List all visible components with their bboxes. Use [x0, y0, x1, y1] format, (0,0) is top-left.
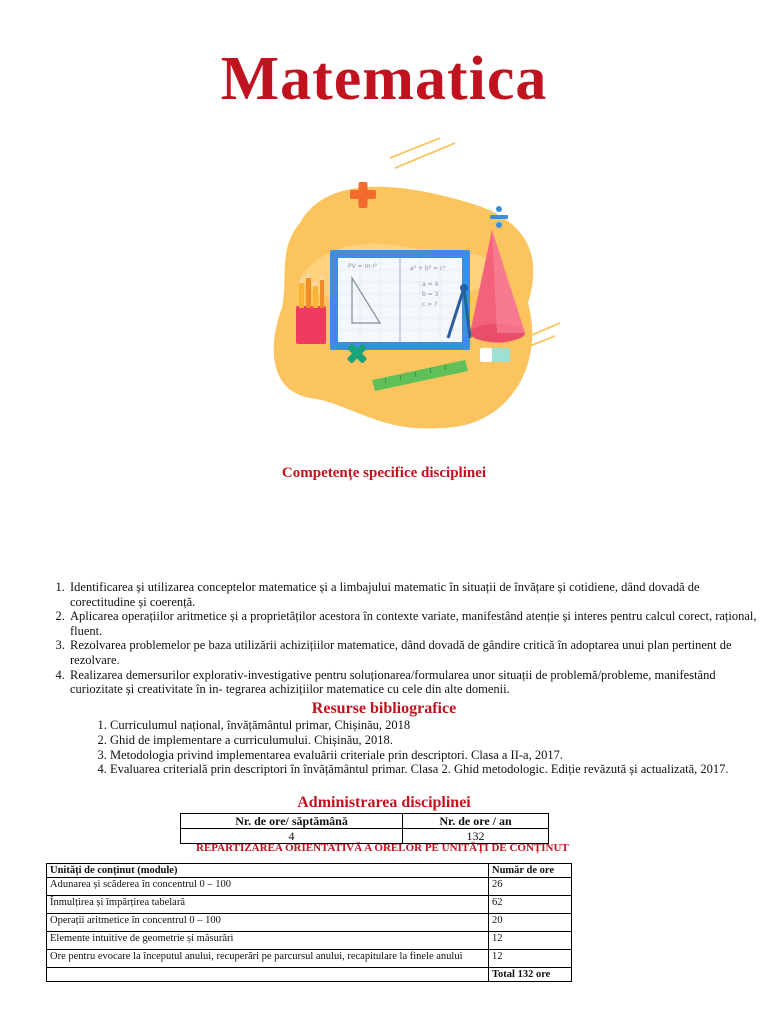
resources-heading: Resurse bibliografice	[311, 700, 457, 717]
competencies-list	[40, 580, 758, 697]
unit-cell: Operații aritmetice în concentrul 0 – 100	[47, 914, 489, 932]
svg-text:c = ?: c = ?	[422, 301, 438, 308]
competency-item: 2. Aplicarea operațiilor aritmetice și a proprietăților acestora în contexte variate, manifestând atenție și interes pentru calcul corect, rațional, fluent.	[68, 609, 758, 638]
hours-cell: 12	[489, 932, 572, 950]
hours-per-year-header: Nr. de ore / an	[403, 814, 549, 829]
table-header-row	[47, 864, 572, 878]
hours-cell: 26	[489, 878, 572, 896]
resources-list	[82, 718, 768, 777]
math-classroom-illustration	[0, 128, 768, 448]
total-empty-cell	[47, 968, 489, 982]
pencil-cup	[296, 306, 326, 344]
hours-per-week-header: Nr. de ore/ săptămână	[181, 814, 403, 829]
competency-item: 4. Realizarea demersurilor explorativ-investigative pentru soluționarea/formularea unor situații de problemă/probleme, manifestând curiozitate și creativitate în in- tegrarea achizițiilor matematice cu cele din alte domenii.	[68, 668, 758, 697]
svg-text:a² + b² = c²: a² + b² = c²	[410, 265, 446, 272]
hours-cell: 12	[489, 950, 572, 968]
page-title: Matematica	[220, 45, 548, 113]
unit-cell: Adunarea și scăderea în concentrul 0 – 100	[47, 878, 489, 896]
hours-cell: 62	[489, 896, 572, 914]
unit-cell: Ore pentru evocare la începutul anului, recuperări pe parcursul anului, recapitulare la finele anului	[47, 950, 489, 968]
content-units-table	[46, 863, 572, 982]
competency-item: 3. Rezolvarea problemelor pe baza utilizării achizițiilor matematice, dând dovadă de gândire critică în adoptarea unui plan pertinent de rezolvare.	[68, 638, 758, 667]
table-row	[47, 932, 572, 950]
table-row	[47, 914, 572, 932]
hours-per-week-value: 4	[181, 829, 403, 844]
table-row	[47, 896, 572, 914]
table-row	[47, 878, 572, 896]
hours-per-year-value: 132	[403, 829, 549, 844]
resource-item: 2. Ghid de implementare a curriculumului. Chișinău, 2018.	[110, 733, 768, 748]
total-hours-cell: Total 132 ore	[489, 968, 572, 982]
administration-table	[180, 813, 549, 844]
competency-item: 1. Identificarea și utilizarea conceptelor matematice și a limbajului matematic în situații de învățare și cotidiene, dând dovadă de corectitudine și coerență.	[68, 580, 758, 609]
hours-cell: 20	[489, 914, 572, 932]
svg-text:b = 3: b = 3	[422, 291, 439, 298]
administration-heading: Administrarea disciplinei	[297, 794, 471, 811]
competencies-heading: Competențe specifice disciplinei	[281, 465, 487, 481]
table-row	[47, 950, 572, 968]
resource-item: 1. Curriculumul național, învățământul primar, Chișinău, 2018	[110, 718, 768, 733]
distribution-heading: REPARTIZAREA ORIENTATIVĂ A ORELOR PE UNITĂȚI DE CONȚINUT	[196, 842, 569, 854]
unit-cell: Elemente intuitive de geometrie și măsurări	[47, 932, 489, 950]
resource-item: 4. Evaluarea criterială prin descriptori în învățământul primar. Clasa 2. Ghid metodologic. Ediție revăzută și actualizată, 2017.	[110, 762, 768, 777]
svg-text:PV = m·r²: PV = m·r²	[348, 263, 378, 270]
hours-column-header: Număr de ore	[489, 864, 572, 878]
resource-item: 3. Metodologia privind implementarea evaluării criteriale prin descriptori. Clasa a II-a, 2017.	[110, 748, 768, 763]
unit-cell: Înmulțirea și împărțirea tabelară	[47, 896, 489, 914]
svg-text:a = 4: a = 4	[422, 281, 439, 288]
unit-column-header: Unități de conținut (module)	[47, 864, 489, 878]
table-total-row	[47, 968, 572, 982]
